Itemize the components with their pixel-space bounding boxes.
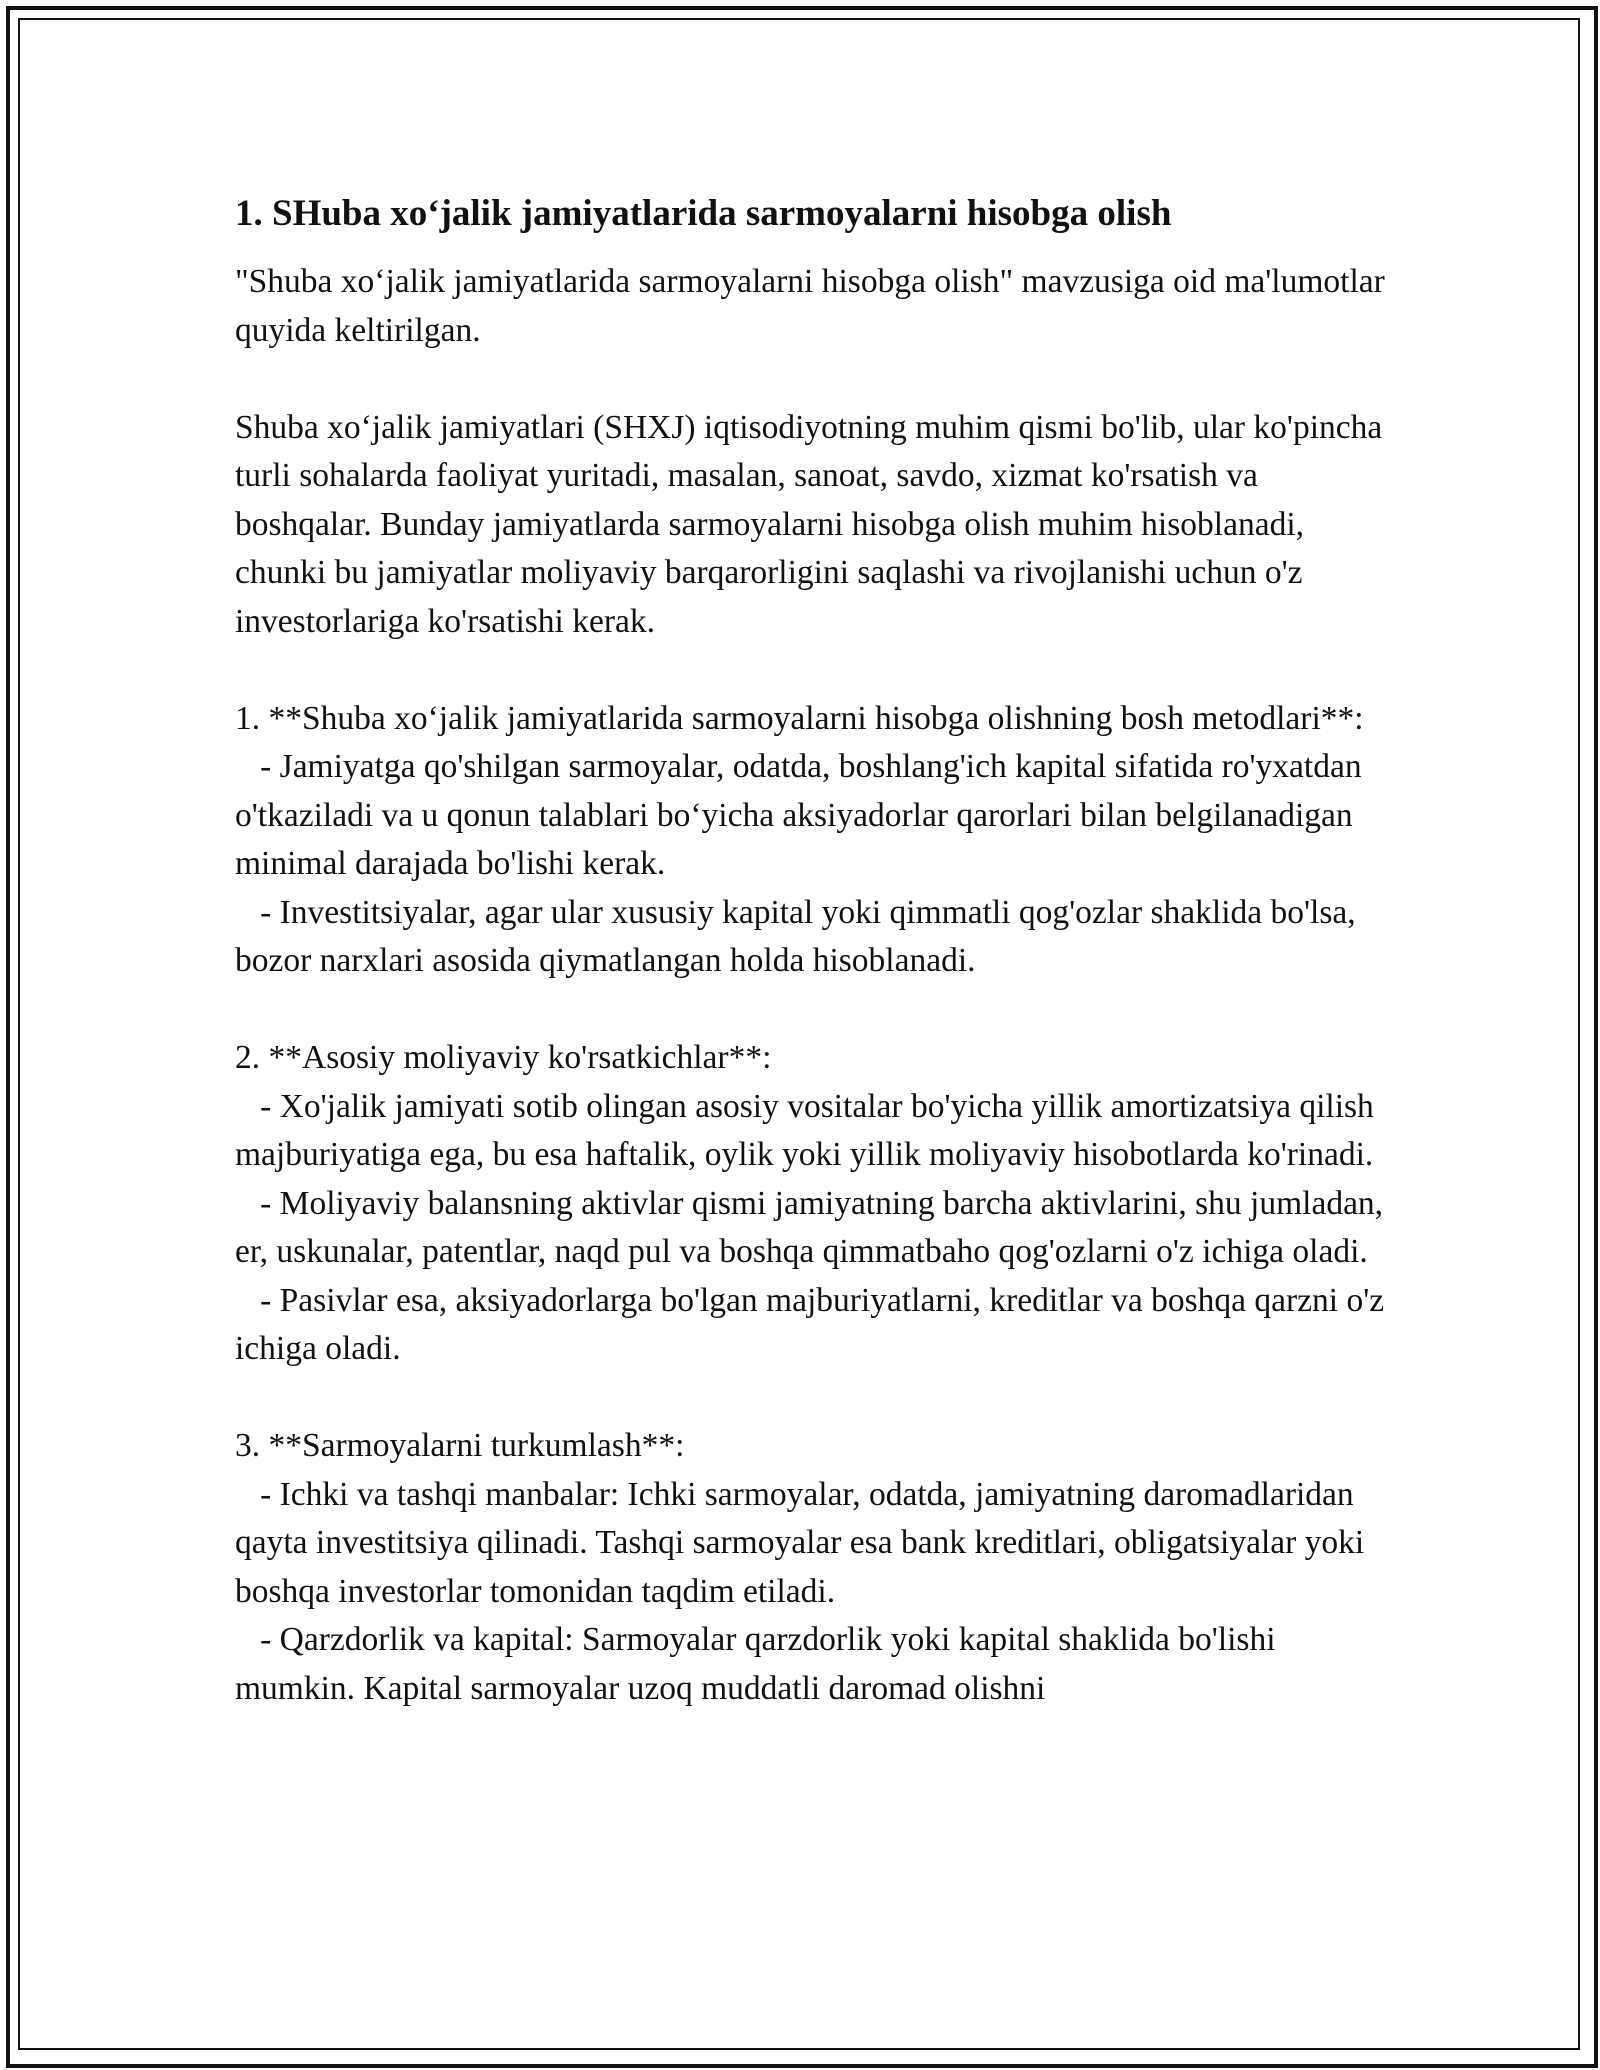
- section-methods: 1. **Shuba xo‘jalik jamiyatlarida sarmoyalarni hisobga olishning bosh metodlari**: - Jamiyatga qo'shilgan sarmoyalar, odatda, boshlang'ich kapital sifatida ro'yxatdan o'tkaziladi va u qonun talablari bo‘yicha aksiyadorlar qarorlari bilan belgilanadigan minimal darajada bo'lishi kerak. - Investitsiyalar, agar ular xususiy kapital yoki qimmatli qog'ozlar shaklida bo'lsa, bozor narxlari asosida qiymatlangan holda hisoblanadi.: [235, 699, 1364, 979]
- document-heading: 1. SHuba xo‘jalik jamiyatlarida sarmoyalarni hisobga olish: [235, 193, 1172, 234]
- overview-paragraph: Shuba xo‘jalik jamiyatlari (SHXJ) iqtisodiyotning muhim qismi bo'lib, ular ko'pincha turli sohalarda faoliyat yuritadi, masalan, sanoat, savdo, xizmat ko'rsatish va boshqalar. Bunday jamiyatlarda sarmoyalarni hisobga olish muhim hisoblanadi, chunki bu jamiyatlar moliyaviy barqarorligini saqlashi va rivojlanishi uchun o'z investorlariga ko'rsatishi kerak.: [235, 408, 1391, 640]
- section-investment-classification: 3. **Sarmoyalarni turkumlash**: - Ichki va tashqi manbalar: Ichki sarmoyalar, odatda, jamiyatning daromadlaridan qayta investitsiya qilinadi. Tashqi sarmoyalar esa bank kreditlari, obligatsiyalar yoki boshqa investorlar tomonidan taqdim etiladi. - Qarzdorlik va kapital: Sarmoyalar qarzdorlik yoki kapital shaklida bo'lishi mumkin. Kapital sarmoyalar uzoq muddatli daromad olishni: [235, 1427, 1365, 1707]
- paragraph-gap: [235, 986, 1385, 1035]
- document-content: [235, 190, 1394, 1713]
- paragraph-gap: [235, 1374, 1385, 1423]
- intro-paragraph: "Shuba xo‘jalik jamiyatlarida sarmoyalarni hisobga olish" mavzusiga oid ma'lumotlar quyida keltirilgan.: [235, 263, 1394, 349]
- section-financial-indicators: 2. **Asosiy moliyaviy ko'rsatkichlar**: - Xo'jalik jamiyati sotib olingan asosiy vositalar bo'yicha yillik amortizatsiya qilish majburiyatiga ega, bu esa haftalik, oylik yoki yillik moliyaviy hisobotlarda ko'rinadi. - Moliyaviy balansning aktivlar qismi jamiyatning barcha aktivlarini, shu jumladan, er, uskunalar, patentlar, naqd pul va boshqa qimmatbaho qog'ozlarni o'z ichiga oladi. - Pasivlar esa, aksiyadorlarga bo'lgan majburiyatlarni, kreditlar va boshqa qarzni o'z ichiga oladi.: [235, 1039, 1385, 1367]
- paragraph-gap: [235, 646, 1385, 695]
- paragraph-gap: [235, 355, 1385, 404]
- document-body: [235, 258, 1394, 1713]
